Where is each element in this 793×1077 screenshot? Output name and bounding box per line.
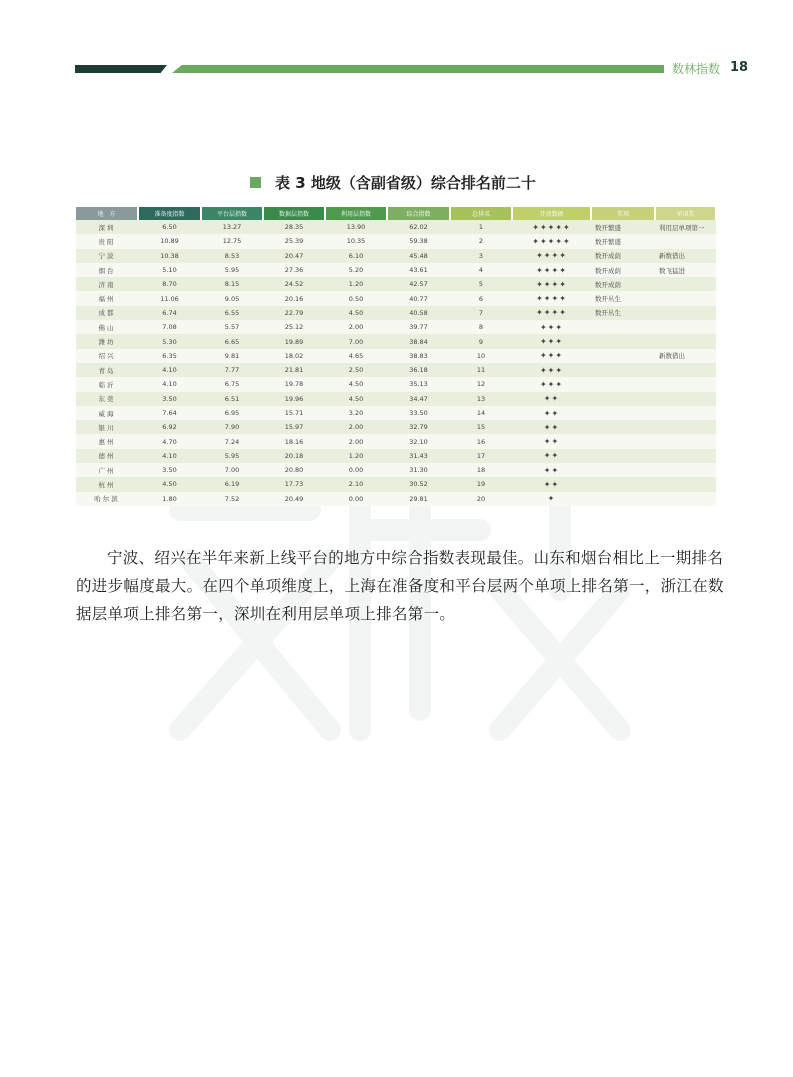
- cell-total: 30.52: [387, 477, 450, 491]
- cell-prep: 6.74: [138, 306, 201, 320]
- cell-seedlings: ✦✦: [512, 477, 591, 491]
- table-header-row: [76, 207, 716, 220]
- cell-use: 10.35: [325, 234, 387, 248]
- cell-seedlings: ✦✦✦✦✦: [512, 220, 591, 234]
- cell-platform: 6.75: [201, 377, 263, 391]
- cell-region: 威海: [76, 406, 138, 420]
- page-number: 18: [730, 60, 749, 75]
- cell-seedlings: ✦✦✦✦: [512, 291, 591, 305]
- column-header: 地 方: [76, 207, 138, 220]
- cell-award: [591, 334, 655, 348]
- cell-rank: 11: [450, 363, 512, 377]
- cell-prep: 7.08: [138, 320, 201, 334]
- cell-prep: 4.10: [138, 363, 201, 377]
- cell-data: 27.36: [263, 263, 325, 277]
- cell-seedlings: ✦✦: [512, 449, 591, 463]
- cell-use: 1.20: [325, 277, 387, 291]
- cell-single: [655, 477, 716, 491]
- header-bar-green: [172, 65, 664, 73]
- cell-use: 4.50: [325, 377, 387, 391]
- cell-single: [655, 392, 716, 406]
- cell-total: 40.58: [387, 306, 450, 320]
- cell-prep: 8.70: [138, 277, 201, 291]
- cell-prep: 4.70: [138, 434, 201, 448]
- cell-award: 数开繁盛: [591, 234, 655, 248]
- cell-data: 19.89: [263, 334, 325, 348]
- cell-seedlings: ✦✦✦: [512, 363, 591, 377]
- cell-platform: 7.24: [201, 434, 263, 448]
- cell-total: 35.13: [387, 377, 450, 391]
- cell-rank: 16: [450, 434, 512, 448]
- cell-data: 22.79: [263, 306, 325, 320]
- cell-data: 21.81: [263, 363, 325, 377]
- cell-prep: 4.50: [138, 477, 201, 491]
- cell-region: 广州: [76, 463, 138, 477]
- cell-rank: 6: [450, 291, 512, 305]
- cell-region: 佛山: [76, 320, 138, 334]
- table-row: [76, 392, 716, 406]
- table-row: [76, 320, 716, 334]
- cell-award: [591, 363, 655, 377]
- cell-use: 4.50: [325, 306, 387, 320]
- table-body: [76, 220, 716, 506]
- cell-data: 15.97: [263, 420, 325, 434]
- cell-data: 17.73: [263, 477, 325, 491]
- cell-platform: 7.00: [201, 463, 263, 477]
- cell-prep: 6.50: [138, 220, 201, 234]
- cell-region: 青岛: [76, 363, 138, 377]
- cell-region: 临沂: [76, 377, 138, 391]
- cell-rank: 12: [450, 377, 512, 391]
- cell-single: [655, 434, 716, 448]
- column-header: 奖项: [591, 207, 655, 220]
- cell-platform: 6.95: [201, 406, 263, 420]
- cell-region: 惠州: [76, 434, 138, 448]
- cell-rank: 8: [450, 320, 512, 334]
- cell-data: 20.80: [263, 463, 325, 477]
- cell-single: [655, 449, 716, 463]
- table-row: [76, 463, 716, 477]
- cell-award: [591, 320, 655, 334]
- cell-single: 新数借出: [655, 249, 716, 263]
- cell-single: 利用层单项第一: [655, 220, 716, 234]
- cell-use: 13.90: [325, 220, 387, 234]
- cell-award: [591, 463, 655, 477]
- cell-rank: 7: [450, 306, 512, 320]
- cell-region: 深圳: [76, 220, 138, 234]
- cell-award: [591, 477, 655, 491]
- cell-platform: 9.05: [201, 291, 263, 305]
- cell-platform: 7.77: [201, 363, 263, 377]
- column-header: 综合指数: [387, 207, 450, 220]
- cell-seedlings: ✦✦: [512, 392, 591, 406]
- cell-award: 数开丛生: [591, 291, 655, 305]
- cell-use: 3.20: [325, 406, 387, 420]
- column-header: 单项奖: [655, 207, 716, 220]
- table-row: [76, 291, 716, 305]
- cell-single: [655, 463, 716, 477]
- cell-total: 36.18: [387, 363, 450, 377]
- cell-seedlings: ✦✦✦: [512, 320, 591, 334]
- cell-platform: 6.19: [201, 477, 263, 491]
- cell-data: 25.12: [263, 320, 325, 334]
- cell-platform: 7.52: [201, 492, 263, 506]
- cell-award: 数开成荫: [591, 277, 655, 291]
- table-row: [76, 249, 716, 263]
- cell-platform: 9.81: [201, 349, 263, 363]
- cell-platform: 5.95: [201, 449, 263, 463]
- cell-award: [591, 449, 655, 463]
- cell-seedlings: ✦✦✦✦: [512, 249, 591, 263]
- body-paragraph: 宁波、绍兴在半年来新上线平台的地方中综合指数表现最佳。山东和烟台相比上一期排名的进步幅度最大。在四个单项维度上，上海在准备度和平台层两个单项上排名第一，浙江在数据层单项上排名第一，深圳在利用层单项上排名第一。: [76, 549, 724, 623]
- cell-single: 新数借出: [655, 349, 716, 363]
- ranking-table: [76, 207, 717, 506]
- cell-award: [591, 377, 655, 391]
- cell-single: [655, 320, 716, 334]
- cell-seedlings: ✦✦: [512, 420, 591, 434]
- cell-prep: 4.10: [138, 449, 201, 463]
- table-row: [76, 263, 716, 277]
- cell-total: 40.77: [387, 291, 450, 305]
- cell-prep: 7.64: [138, 406, 201, 420]
- cell-region: 杭州: [76, 477, 138, 491]
- cell-use: 4.65: [325, 349, 387, 363]
- cell-prep: 1.80: [138, 492, 201, 506]
- cell-single: [655, 277, 716, 291]
- cell-total: 33.50: [387, 406, 450, 420]
- cell-region: 福州: [76, 291, 138, 305]
- cell-use: 6.10: [325, 249, 387, 263]
- cell-use: 0.00: [325, 492, 387, 506]
- cell-region: 德州: [76, 449, 138, 463]
- table-row: [76, 477, 716, 491]
- cell-prep: 5.10: [138, 263, 201, 277]
- cell-region: 东莞: [76, 392, 138, 406]
- cell-platform: 5.95: [201, 263, 263, 277]
- cell-total: 32.10: [387, 434, 450, 448]
- table-row: [76, 234, 716, 248]
- cell-platform: 7.90: [201, 420, 263, 434]
- table-row: [76, 363, 716, 377]
- cell-rank: 3: [450, 249, 512, 263]
- cell-use: 2.00: [325, 320, 387, 334]
- cell-use: 2.10: [325, 477, 387, 491]
- cell-prep: 6.92: [138, 420, 201, 434]
- cell-award: 数开成荫: [591, 263, 655, 277]
- cell-platform: 6.51: [201, 392, 263, 406]
- cell-single: [655, 363, 716, 377]
- cell-prep: 3.50: [138, 392, 201, 406]
- table-row: [76, 349, 716, 363]
- cell-data: 18.16: [263, 434, 325, 448]
- cell-prep: 10.89: [138, 234, 201, 248]
- cell-rank: 1: [450, 220, 512, 234]
- cell-award: 数开丛生: [591, 306, 655, 320]
- cell-data: 20.18: [263, 449, 325, 463]
- cell-data: 19.78: [263, 377, 325, 391]
- table-row: [76, 220, 716, 234]
- cell-platform: 6.65: [201, 334, 263, 348]
- column-header: 开放数据: [512, 207, 591, 220]
- table-row: [76, 449, 716, 463]
- cell-use: 0.00: [325, 463, 387, 477]
- cell-region: 潍坊: [76, 334, 138, 348]
- column-header: 数据层指数: [263, 207, 325, 220]
- cell-single: [655, 420, 716, 434]
- cell-platform: 5.57: [201, 320, 263, 334]
- cell-use: 2.00: [325, 434, 387, 448]
- cell-rank: 10: [450, 349, 512, 363]
- cell-platform: 8.53: [201, 249, 263, 263]
- table-row: [76, 334, 716, 348]
- cell-rank: 19: [450, 477, 512, 491]
- cell-seedlings: ✦✦✦✦: [512, 306, 591, 320]
- cell-rank: 9: [450, 334, 512, 348]
- cell-award: [591, 406, 655, 420]
- cell-data: 28.35: [263, 220, 325, 234]
- cell-total: 62.02: [387, 220, 450, 234]
- cell-seedlings: ✦✦: [512, 406, 591, 420]
- cell-award: [591, 434, 655, 448]
- column-header: 平台层指数: [201, 207, 263, 220]
- cell-region: 绍兴: [76, 349, 138, 363]
- cell-seedlings: ✦✦✦: [512, 377, 591, 391]
- cell-total: 31.30: [387, 463, 450, 477]
- cell-rank: 13: [450, 392, 512, 406]
- cell-platform: 8.15: [201, 277, 263, 291]
- cell-rank: 14: [450, 406, 512, 420]
- title-marker-icon: [250, 177, 261, 188]
- cell-single: [655, 291, 716, 305]
- cell-total: 45.48: [387, 249, 450, 263]
- cell-award: [591, 349, 655, 363]
- cell-use: 0.50: [325, 291, 387, 305]
- cell-use: 2.50: [325, 363, 387, 377]
- cell-prep: 11.06: [138, 291, 201, 305]
- table-row: [76, 434, 716, 448]
- cell-platform: 12.75: [201, 234, 263, 248]
- cell-single: [655, 406, 716, 420]
- cell-award: [591, 492, 655, 506]
- cell-seedlings: ✦✦✦✦✦: [512, 234, 591, 248]
- cell-use: 1.20: [325, 449, 387, 463]
- header-bar-dark: [75, 65, 167, 73]
- cell-total: 38.84: [387, 334, 450, 348]
- cell-rank: 2: [450, 234, 512, 248]
- cell-data: 19.96: [263, 392, 325, 406]
- cell-seedlings: ✦✦: [512, 463, 591, 477]
- cell-rank: 18: [450, 463, 512, 477]
- cell-region: 成都: [76, 306, 138, 320]
- cell-total: 42.57: [387, 277, 450, 291]
- cell-total: 31.43: [387, 449, 450, 463]
- cell-region: 银川: [76, 420, 138, 434]
- cell-total: 34.47: [387, 392, 450, 406]
- column-header: 总排名: [450, 207, 512, 220]
- cell-single: [655, 492, 716, 506]
- cell-rank: 17: [450, 449, 512, 463]
- column-header: 利用层指数: [325, 207, 387, 220]
- cell-data: 15.71: [263, 406, 325, 420]
- cell-single: [655, 306, 716, 320]
- cell-prep: 6.35: [138, 349, 201, 363]
- cell-prep: 3.50: [138, 463, 201, 477]
- cell-seedlings: ✦: [512, 492, 591, 506]
- cell-seedlings: ✦✦: [512, 434, 591, 448]
- cell-total: 29.81: [387, 492, 450, 506]
- cell-single: [655, 377, 716, 391]
- cell-region: 烟台: [76, 263, 138, 277]
- cell-data: 24.52: [263, 277, 325, 291]
- cell-award: [591, 392, 655, 406]
- table-row: [76, 420, 716, 434]
- table-row: [76, 406, 716, 420]
- cell-region: 宁波: [76, 249, 138, 263]
- cell-rank: 4: [450, 263, 512, 277]
- cell-total: 38.83: [387, 349, 450, 363]
- cell-region: 贵阳: [76, 234, 138, 248]
- cell-total: 43.61: [387, 263, 450, 277]
- cell-total: 32.79: [387, 420, 450, 434]
- cell-award: 数开成荫: [591, 249, 655, 263]
- cell-data: 18.02: [263, 349, 325, 363]
- cell-prep: 5.30: [138, 334, 201, 348]
- table-title-text: 表 3 地级（含副省级）综合排名前二十: [275, 174, 536, 192]
- cell-seedlings: ✦✦✦: [512, 334, 591, 348]
- cell-use: 2.00: [325, 420, 387, 434]
- cell-region: 济南: [76, 277, 138, 291]
- cell-award: [591, 420, 655, 434]
- cell-data: 20.16: [263, 291, 325, 305]
- cell-seedlings: ✦✦✦: [512, 349, 591, 363]
- cell-rank: 15: [450, 420, 512, 434]
- cell-award: 数开繁盛: [591, 220, 655, 234]
- table-row: [76, 377, 716, 391]
- header-section-title: 数林指数: [672, 62, 721, 76]
- cell-data: 20.47: [263, 249, 325, 263]
- cell-total: 39.77: [387, 320, 450, 334]
- cell-use: 5.20: [325, 263, 387, 277]
- cell-single: [655, 334, 716, 348]
- cell-data: 25.39: [263, 234, 325, 248]
- table-row: [76, 306, 716, 320]
- cell-region: 哈尔滨: [76, 492, 138, 506]
- cell-prep: 10.38: [138, 249, 201, 263]
- cell-data: 20.49: [263, 492, 325, 506]
- table-title: [250, 172, 536, 193]
- cell-prep: 4.10: [138, 377, 201, 391]
- table-row: [76, 492, 716, 506]
- cell-use: 7.00: [325, 334, 387, 348]
- cell-platform: 13.27: [201, 220, 263, 234]
- cell-total: 59.38: [387, 234, 450, 248]
- cell-single: [655, 234, 716, 248]
- cell-platform: 6.55: [201, 306, 263, 320]
- table-row: [76, 277, 716, 291]
- column-header: 准备度指数: [138, 207, 201, 220]
- cell-rank: 5: [450, 277, 512, 291]
- cell-seedlings: ✦✦✦✦: [512, 263, 591, 277]
- cell-rank: 20: [450, 492, 512, 506]
- cell-single: 数飞猛进: [655, 263, 716, 277]
- cell-use: 4.50: [325, 392, 387, 406]
- cell-seedlings: ✦✦✦✦: [512, 277, 591, 291]
